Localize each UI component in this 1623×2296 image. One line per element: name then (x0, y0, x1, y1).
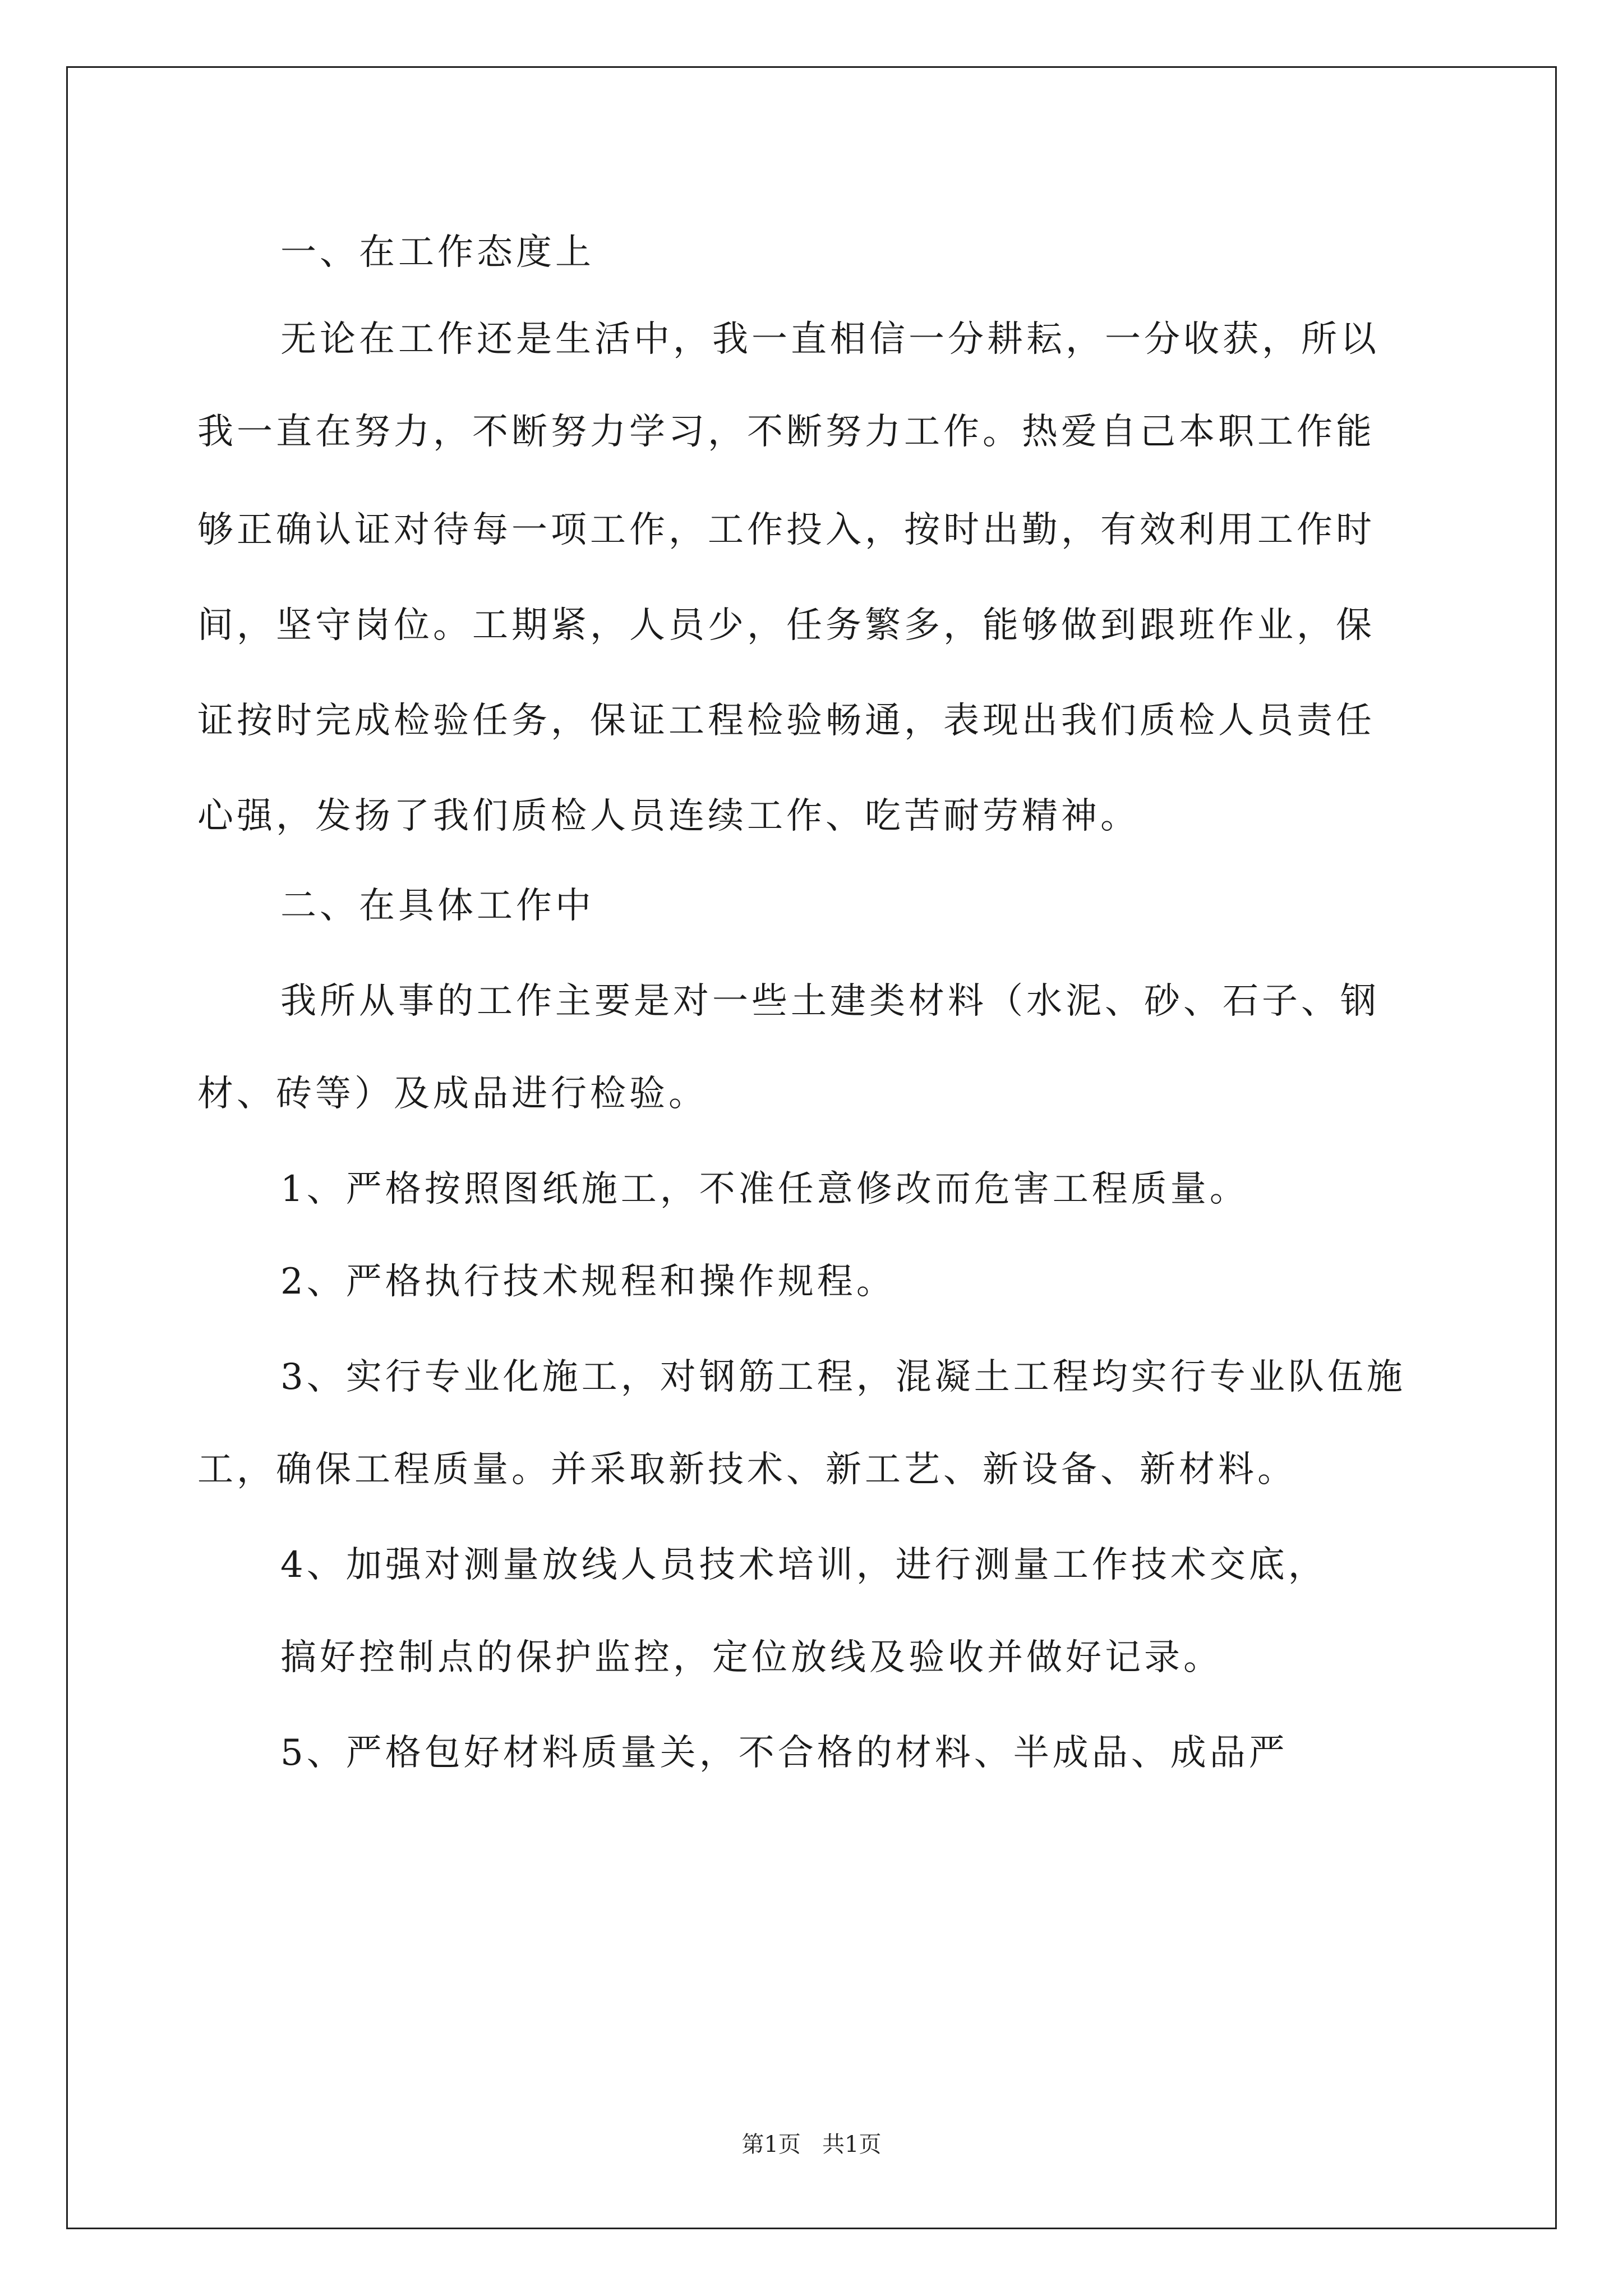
list-item: 5、严格包好材料质量关，不合格的材料、半成品、成品严 (280, 1732, 1288, 1774)
paragraph-line: 工，确保工程质量。并采取新技术、新工艺、新设备、新材料。 (197, 1449, 1297, 1490)
section-heading-attitude: 一、在工作态度上 (280, 232, 594, 273)
list-item: 2、严格执行技术规程和操作规程。 (280, 1261, 896, 1303)
paragraph-line: 我所从事的工作主要是对一些土建类材料（水泥、砂、石子、钢 (280, 981, 1380, 1022)
paragraph-line: 够正确认证对待每一项工作，工作投入，按时出勤，有效利用工作时 (197, 509, 1375, 551)
paragraph-line: 材、砖等）及成品进行检验。 (197, 1073, 708, 1115)
paragraph-line: 无论在工作还是生活中，我一直相信一分耕耘，一分收获，所以 (280, 319, 1380, 360)
paragraph-line: 我一直在努力，不断努力学习，不断努力工作。热爱自己本职工作能 (197, 411, 1375, 453)
paragraph-line: 心强，发扬了我们质检人员连续工作、吃苦耐劳精神。 (197, 795, 1140, 837)
list-item: 3、实行专业化施工，对钢筋工程，混凝土工程均实行专业队伍施 (280, 1356, 1406, 1398)
paragraph-line: 证按时完成检验任务，保证工程检验畅通，表现出我们质检人员责任 (197, 700, 1375, 742)
page-number-footer: 第1页 共1页 (741, 2132, 882, 2157)
list-item: 4、加强对测量放线人员技术培训，进行测量工作技术交底， (280, 1544, 1327, 1586)
page-border (66, 66, 1557, 2229)
list-item: 1、严格按照图纸施工，不准任意修改而危害工程质量。 (280, 1168, 1249, 1210)
section-heading-work: 二、在具体工作中 (280, 885, 594, 927)
paragraph-line: 搞好控制点的保护监控，定位放线及验收并做好记录。 (280, 1637, 1223, 1678)
paragraph-line: 间，坚守岗位。工期紧，人员少，任务繁多，能够做到跟班作业，保 (197, 605, 1375, 646)
